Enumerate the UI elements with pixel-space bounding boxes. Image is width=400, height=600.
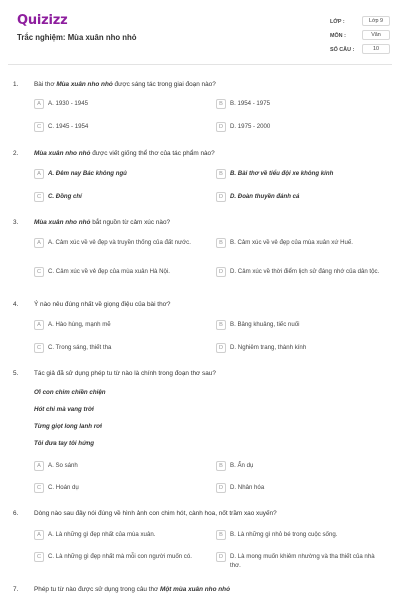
option-letter: B: [216, 99, 226, 109]
option-text: A. Hào hùng, mạnh mẽ: [48, 321, 111, 328]
option-letter: D: [216, 552, 226, 562]
poem-line: Từng giọt long lanh rơi: [34, 423, 103, 430]
q6-option-a[interactable]: [34, 530, 204, 540]
q5-option-d[interactable]: [216, 483, 264, 493]
meta-subject-label: MÔN :: [330, 33, 346, 39]
option-letter: B: [216, 461, 226, 471]
option-letter: D: [216, 267, 226, 277]
option-letter: A: [34, 99, 44, 109]
q5-option-b[interactable]: [216, 461, 253, 471]
q2-option-d[interactable]: [216, 192, 299, 202]
option-letter: C: [34, 483, 44, 493]
option-letter: D: [216, 343, 226, 353]
option-text: D. Nhân hóa: [230, 484, 265, 491]
option-letter: D: [216, 483, 226, 493]
q3-option-c[interactable]: [34, 267, 202, 277]
q5-option-c[interactable]: [34, 483, 79, 493]
meta-grade-value: Lớp 9: [362, 16, 390, 26]
q6-option-d[interactable]: [216, 552, 386, 570]
meta-count-label: SỐ CÂU :: [330, 47, 355, 53]
q3-option-b[interactable]: [216, 238, 386, 248]
poem-line: Hót chi mà vang trời: [34, 406, 94, 413]
option-text: A. Là những gì đẹp nhất của mùa xuân.: [48, 531, 156, 538]
header-divider: [8, 64, 392, 65]
question-number: 7.: [13, 586, 19, 593]
option-letter: A: [34, 238, 44, 248]
option-letter: B: [216, 320, 226, 330]
option-letter: A: [34, 461, 44, 471]
option-letter: B: [216, 169, 226, 179]
option-text: A. Cảm xúc về vẻ đẹp và truyền thống của đất nước.: [48, 239, 191, 246]
q1-option-a[interactable]: [34, 99, 88, 109]
option-text: C. Là những gì đẹp nhất mà mỗi con người muốn có.: [48, 553, 192, 560]
q1-option-c[interactable]: [34, 122, 88, 132]
question-text: Ý nào nêu đúng nhất về giọng điệu của bài thơ?: [34, 301, 171, 308]
question-text: Dòng nào sau đây nói đúng về hình ảnh con chim hót, cành hoa, nốt trầm xao xuyến?: [34, 510, 277, 517]
option-letter: B: [216, 238, 226, 248]
option-text: C. Đồng chí: [48, 193, 82, 200]
q5-option-a[interactable]: [34, 461, 78, 471]
option-letter: A: [34, 169, 44, 179]
q2-option-a[interactable]: [34, 169, 127, 179]
option-letter: A: [34, 320, 44, 330]
option-text: D. Cảm xúc về thời điểm lịch sử đáng nhớ của dân tộc.: [230, 268, 380, 275]
q4-option-b[interactable]: [216, 320, 299, 330]
option-text: C. 1945 - 1954: [48, 123, 89, 130]
question-text: Mùa xuân nho nhỏ được viết giống thể thơ của tác phẩm nào?: [34, 150, 215, 157]
option-text: C. Cảm xúc về vẻ đẹp của mùa xuân Hà Nội.: [48, 268, 170, 275]
option-letter: A: [34, 530, 44, 540]
option-letter: C: [34, 192, 44, 202]
option-letter: C: [34, 267, 44, 277]
option-text: A. So sánh: [48, 462, 78, 469]
option-text: B. Là những gì nhỏ bé trong cuộc sống.: [230, 531, 338, 538]
option-letter: B: [216, 530, 226, 540]
q1-option-b[interactable]: [216, 99, 270, 109]
option-text: B. Ẩn dụ: [230, 462, 254, 469]
question-number: 6.: [13, 510, 19, 517]
option-letter: C: [34, 552, 44, 562]
question-number: 1.: [13, 81, 19, 88]
option-letter: C: [34, 122, 44, 132]
q4-option-c[interactable]: [34, 343, 111, 353]
option-text: B. Cảm xúc về vẻ đẹp của mùa xuân xứ Huế.: [230, 239, 353, 246]
poem-line: Tôi đưa tay tôi hứng: [34, 440, 95, 447]
option-text: D. Nghiêm trang, thành kính: [230, 344, 307, 351]
q2-option-c[interactable]: [34, 192, 82, 202]
q6-option-c[interactable]: [34, 552, 210, 562]
option-text: B. Bài thơ về tiểu đội xe không kính: [230, 170, 334, 177]
question-text: Bài thơ Mùa xuân nho nhỏ được sáng tác trong giai đoạn nào?: [34, 81, 216, 88]
option-text: D. Là mong muốn khiêm nhường và tha thiết của nhà thơ.: [230, 553, 375, 569]
option-text: C. Hoán dụ: [48, 484, 79, 491]
question-text: Tác giả đã sử dụng phép tu từ nào là chính trong đoạn thơ sau?: [34, 370, 216, 377]
option-letter: D: [216, 192, 226, 202]
question-number: 3.: [13, 219, 19, 226]
q6-option-b[interactable]: [216, 530, 386, 540]
meta-subject-value: Văn: [362, 30, 390, 40]
option-text: D. 1975 - 2000: [230, 123, 271, 130]
option-text: B. Bâng khuâng, tiếc nuối: [230, 321, 300, 328]
option-text: D. Đoàn thuyền đánh cá: [230, 193, 300, 200]
meta-count-value: 10: [362, 44, 390, 54]
question-text: Mùa xuân nho nhỏ bắt nguồn từ cảm xúc nào?: [34, 219, 171, 226]
q1-option-d[interactable]: [216, 122, 270, 132]
option-letter: C: [34, 343, 44, 353]
poem-line: Ơi con chim chiền chiện: [34, 389, 106, 396]
option-text: A. Đêm nay Bác không ngủ: [48, 170, 127, 177]
question-text: Phép tu từ nào được sử dụng trong câu thơ Một mùa xuân nho nhỏ: [34, 586, 230, 593]
option-text: A. 1930 - 1945: [48, 100, 88, 107]
worksheet-header: [0, 0, 400, 64]
option-text: B. 1954 - 1975: [230, 100, 270, 107]
question-number: 5.: [13, 370, 19, 377]
q3-option-a[interactable]: [34, 238, 202, 248]
q3-option-d[interactable]: [216, 267, 386, 277]
q2-option-b[interactable]: [216, 169, 333, 179]
question-number: 4.: [13, 301, 19, 308]
worksheet-title: Trắc nghiệm: Mùa xuân nho nhỏ: [17, 33, 137, 42]
option-letter: D: [216, 122, 226, 132]
meta-grade-label: LỚP :: [330, 19, 345, 25]
question-number: 2.: [13, 150, 19, 157]
q4-option-d[interactable]: [216, 343, 306, 353]
option-text: C. Trong sáng, thiết tha: [48, 344, 112, 351]
quizizz-logo: Quizizz: [17, 13, 68, 28]
q4-option-a[interactable]: [34, 320, 111, 330]
